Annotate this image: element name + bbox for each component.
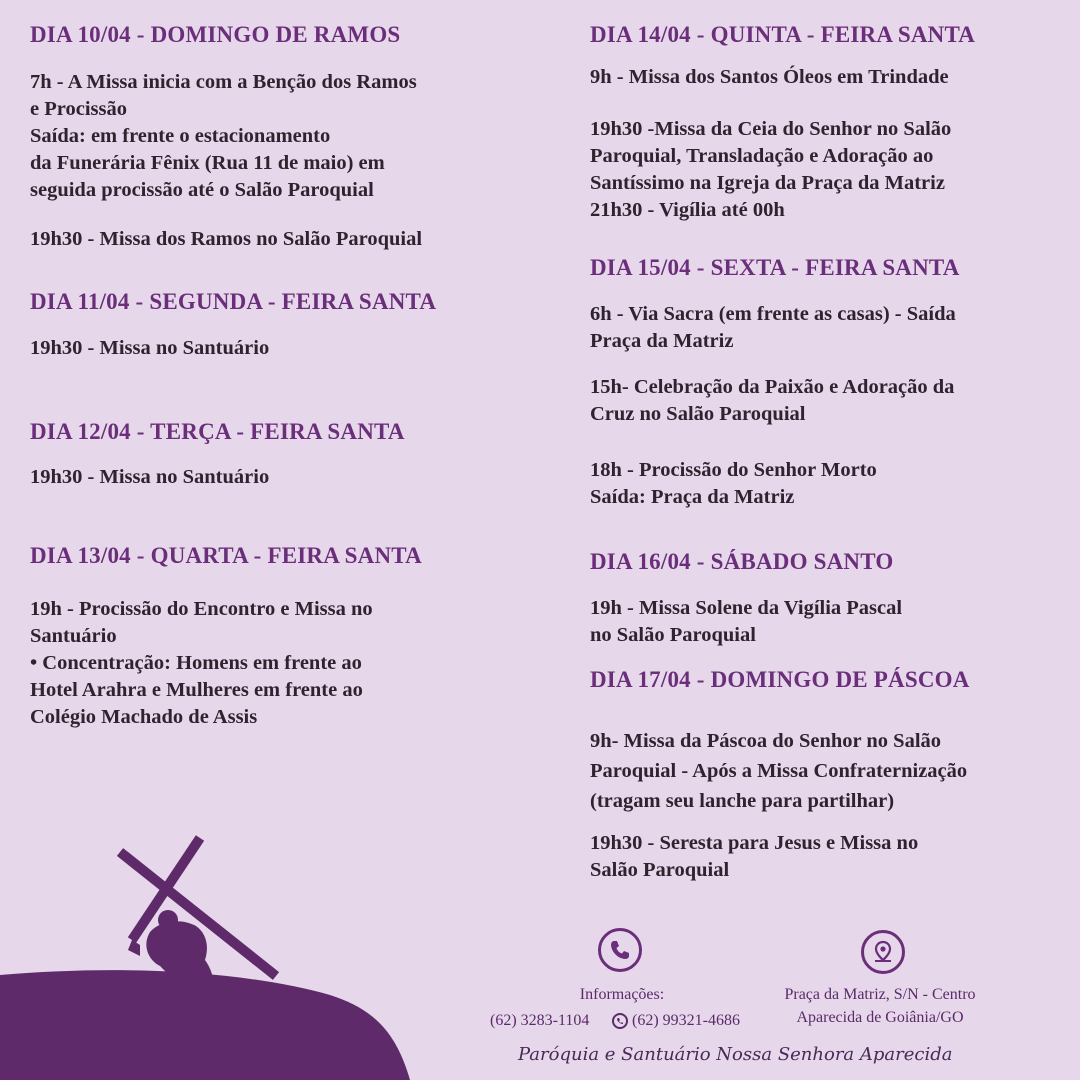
calvary-silhouette — [0, 780, 1080, 1080]
day-heading-13-04: DIA 13/04 - QUARTA - FEIRA SANTA — [30, 543, 422, 568]
day-heading-10-04: DIA 10/04 - DOMINGO DE RAMOS — [30, 22, 401, 47]
schedule-text: 19h30 - Missa no Santuário — [30, 466, 270, 488]
info-label: Informações: — [579, 986, 665, 1003]
whatsapp-icon — [612, 1013, 628, 1029]
phone-icon — [598, 928, 642, 972]
phone-number-1: (62) 3283-1104 — [490, 1012, 590, 1029]
schedule-text: 15h- Celebração da Paixão e Adoração da Cruz no Salão Paroquial — [590, 376, 955, 425]
day-heading-12-04: DIA 12/04 - TERÇA - FEIRA SANTA — [30, 419, 405, 444]
schedule-text: 9h - Missa dos Santos Óleos em Trindade — [590, 66, 949, 88]
day-heading-15-04: DIA 15/04 - SEXTA - FEIRA SANTA — [590, 255, 960, 280]
schedule-text: 9h- Missa da Páscoa do Senhor no Salão Paroquial - Após a Missa Confraternização (tragam seu lanche para partilhar) — [590, 730, 968, 812]
day-heading-14-04: DIA 14/04 - QUINTA - FEIRA SANTA — [590, 22, 976, 47]
day-heading-17-04: DIA 17/04 - DOMINGO DE PÁSCOA — [590, 667, 970, 692]
schedule-text: 19h30 - Missa no Santuário — [30, 337, 270, 359]
parish-signature: Paróquia e Santuário Nossa Senhora Aparecida — [518, 1044, 953, 1065]
schedule-text: 19h - Missa Solene da Vigília Pascal no Salão Paroquial — [590, 597, 903, 646]
schedule-text: 19h30 -Missa da Ceia do Senhor no Salão Paroquial, Transladação e Adoração ao Santíssimo na Igreja da Praça da Matriz 21h30 - Vigília até 00h — [590, 118, 952, 221]
address-line-1: Praça da Matriz, S/N - Centro — [784, 986, 976, 1003]
schedule-text: 19h - Procissão do Encontro e Missa no Santuário • Concentração: Homens em frente ao Hotel Arahra e Mulheres em frente ao Colégio Machado de Assis — [30, 598, 373, 728]
address-line-2: Aparecida de Goiânia/GO — [796, 1009, 964, 1026]
day-heading-16-04: DIA 16/04 - SÁBADO SANTO — [590, 549, 894, 574]
schedule-text: 19h30 - Seresta para Jesus e Missa no Salão Paroquial — [590, 832, 919, 881]
schedule-text: 18h - Procissão do Senhor Morto Saída: Praça da Matriz — [590, 459, 877, 508]
schedule-text: 7h - A Missa inicia com a Benção dos Ramos e Procissão Saída: em frente o estacionamento da Funerária Fênix (Rua 11 de maio) em seguida procissão até o Salão Paroquial — [30, 71, 417, 201]
schedule-text: 19h30 - Missa dos Ramos no Salão Paroquial — [30, 228, 423, 250]
phone-number-2: (62) 99321-4686 — [632, 1012, 740, 1029]
schedule-text: 6h - Via Sacra (em frente as casas) - Saída Praça da Matriz — [590, 303, 956, 352]
day-heading-11-04: DIA 11/04 - SEGUNDA - FEIRA SANTA — [30, 289, 437, 314]
location-pin-icon — [861, 930, 905, 974]
